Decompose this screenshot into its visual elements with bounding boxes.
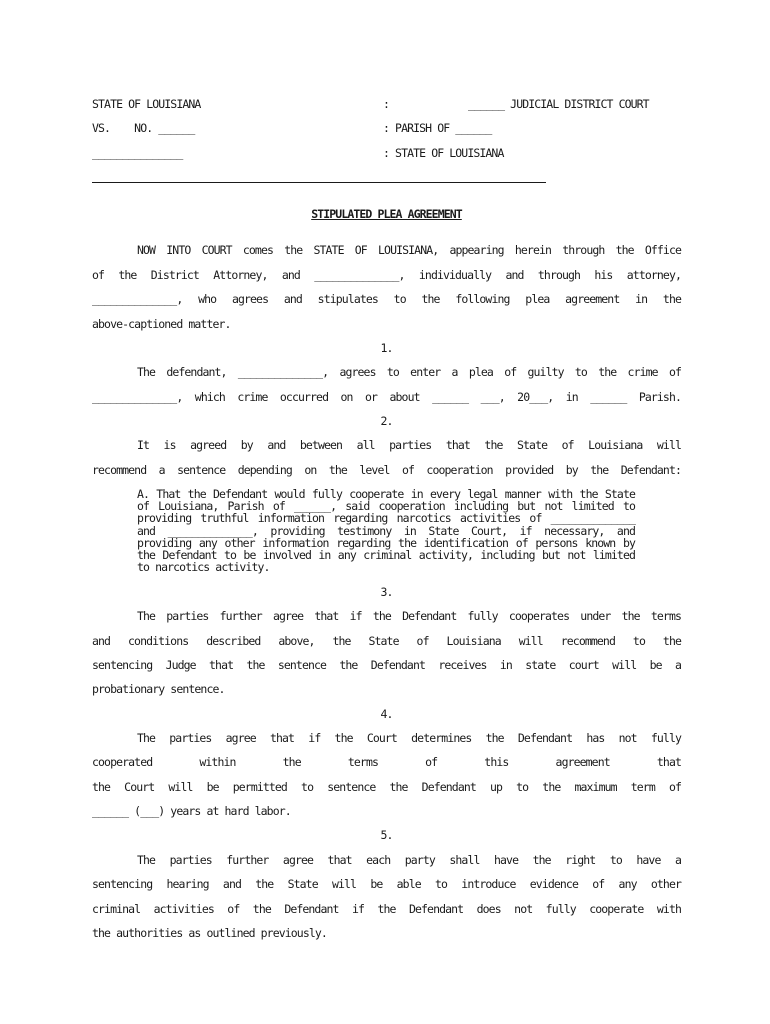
section-number: 1. bbox=[380, 341, 393, 355]
caption-state: STATE OF LOUISIANA bbox=[92, 97, 201, 111]
caption-parish: : PARISH OF ______ bbox=[383, 121, 492, 135]
section-line: probationary sentence. bbox=[92, 682, 225, 696]
section-line: The defendant, ______________, agrees to enter a plea of guilty to the crime of bbox=[137, 365, 681, 379]
section-line: sentencing hearing and the State will be able to introduce evidence of any other bbox=[92, 877, 681, 891]
caption-colon: : bbox=[383, 97, 390, 111]
section-line: the Court will be permitted to sentence the Defendant up to the maximum term of bbox=[92, 780, 681, 794]
section-line: recommend a sentence depending on the level of cooperation provided by the Defendant: bbox=[92, 463, 681, 477]
section-line: ______________, which crime occurred on or about ______ ___, 20___, in ______ Parish. bbox=[92, 390, 681, 404]
section-line: cooperated within the terms of this agreement that bbox=[92, 755, 681, 769]
section-line: The parties further agree that each party shall have the right to have a bbox=[137, 853, 681, 867]
caption-court: ______ JUDICIAL DISTRICT COURT bbox=[468, 97, 649, 111]
section-line: sentencing Judge that the sentence the Defendant receives in state court will be a bbox=[92, 658, 681, 672]
section-line: The parties further agree that if the Defendant fully cooperates under the terms bbox=[137, 609, 681, 623]
intro-line: above-captioned matter. bbox=[92, 317, 231, 331]
section-line: ______ (___) years at hard labor. bbox=[92, 804, 291, 818]
caption-defendant-blank: _______________ bbox=[92, 146, 183, 160]
intro-line: of the District Attorney, and ______________, individually and through his attorney, bbox=[92, 268, 681, 282]
document-title: STIPULATED PLEA AGREEMENT bbox=[311, 207, 462, 221]
section-line: The parties agree that if the Court determines the Defendant has not fully bbox=[137, 731, 681, 745]
section-line: It is agreed by and between all parties that the State of Louisiana will bbox=[137, 438, 681, 452]
section-item-a: A. That the Defendant would fully cooperate in every legal manner with the State of Louisiana, Parish of ______, said cooperation including but not limited to providing truthful information regarding narcotics activities of ______________ and ______________, providing testimony in State Court, if necessary, and providing any other information regarding the identification of persons known by the Defendant to be involved in any criminal activity, including but not limited to narcotics activity. bbox=[137, 487, 635, 575]
section-number: 4. bbox=[380, 707, 393, 721]
section-line: the authorities as outlined previously. bbox=[92, 926, 327, 940]
section-number: 2. bbox=[380, 414, 393, 428]
section-line: criminal activities of the Defendant if the Defendant does not fully cooperate with bbox=[92, 902, 681, 916]
caption-state-2: : STATE OF LOUISIANA bbox=[383, 146, 504, 160]
intro-line: NOW INTO COURT comes the STATE OF LOUISIANA, appearing herein through the Office bbox=[137, 243, 681, 257]
intro-line: ______________, who agrees and stipulates to the following plea agreement in the bbox=[92, 292, 681, 306]
caption-vs-no: VS. NO. ______ bbox=[92, 121, 195, 135]
section-number: 3. bbox=[380, 585, 393, 599]
caption-rule bbox=[92, 182, 546, 183]
section-line: and conditions described above, the State of Louisiana will recommend to the bbox=[92, 634, 681, 648]
section-number: 5. bbox=[380, 828, 393, 842]
